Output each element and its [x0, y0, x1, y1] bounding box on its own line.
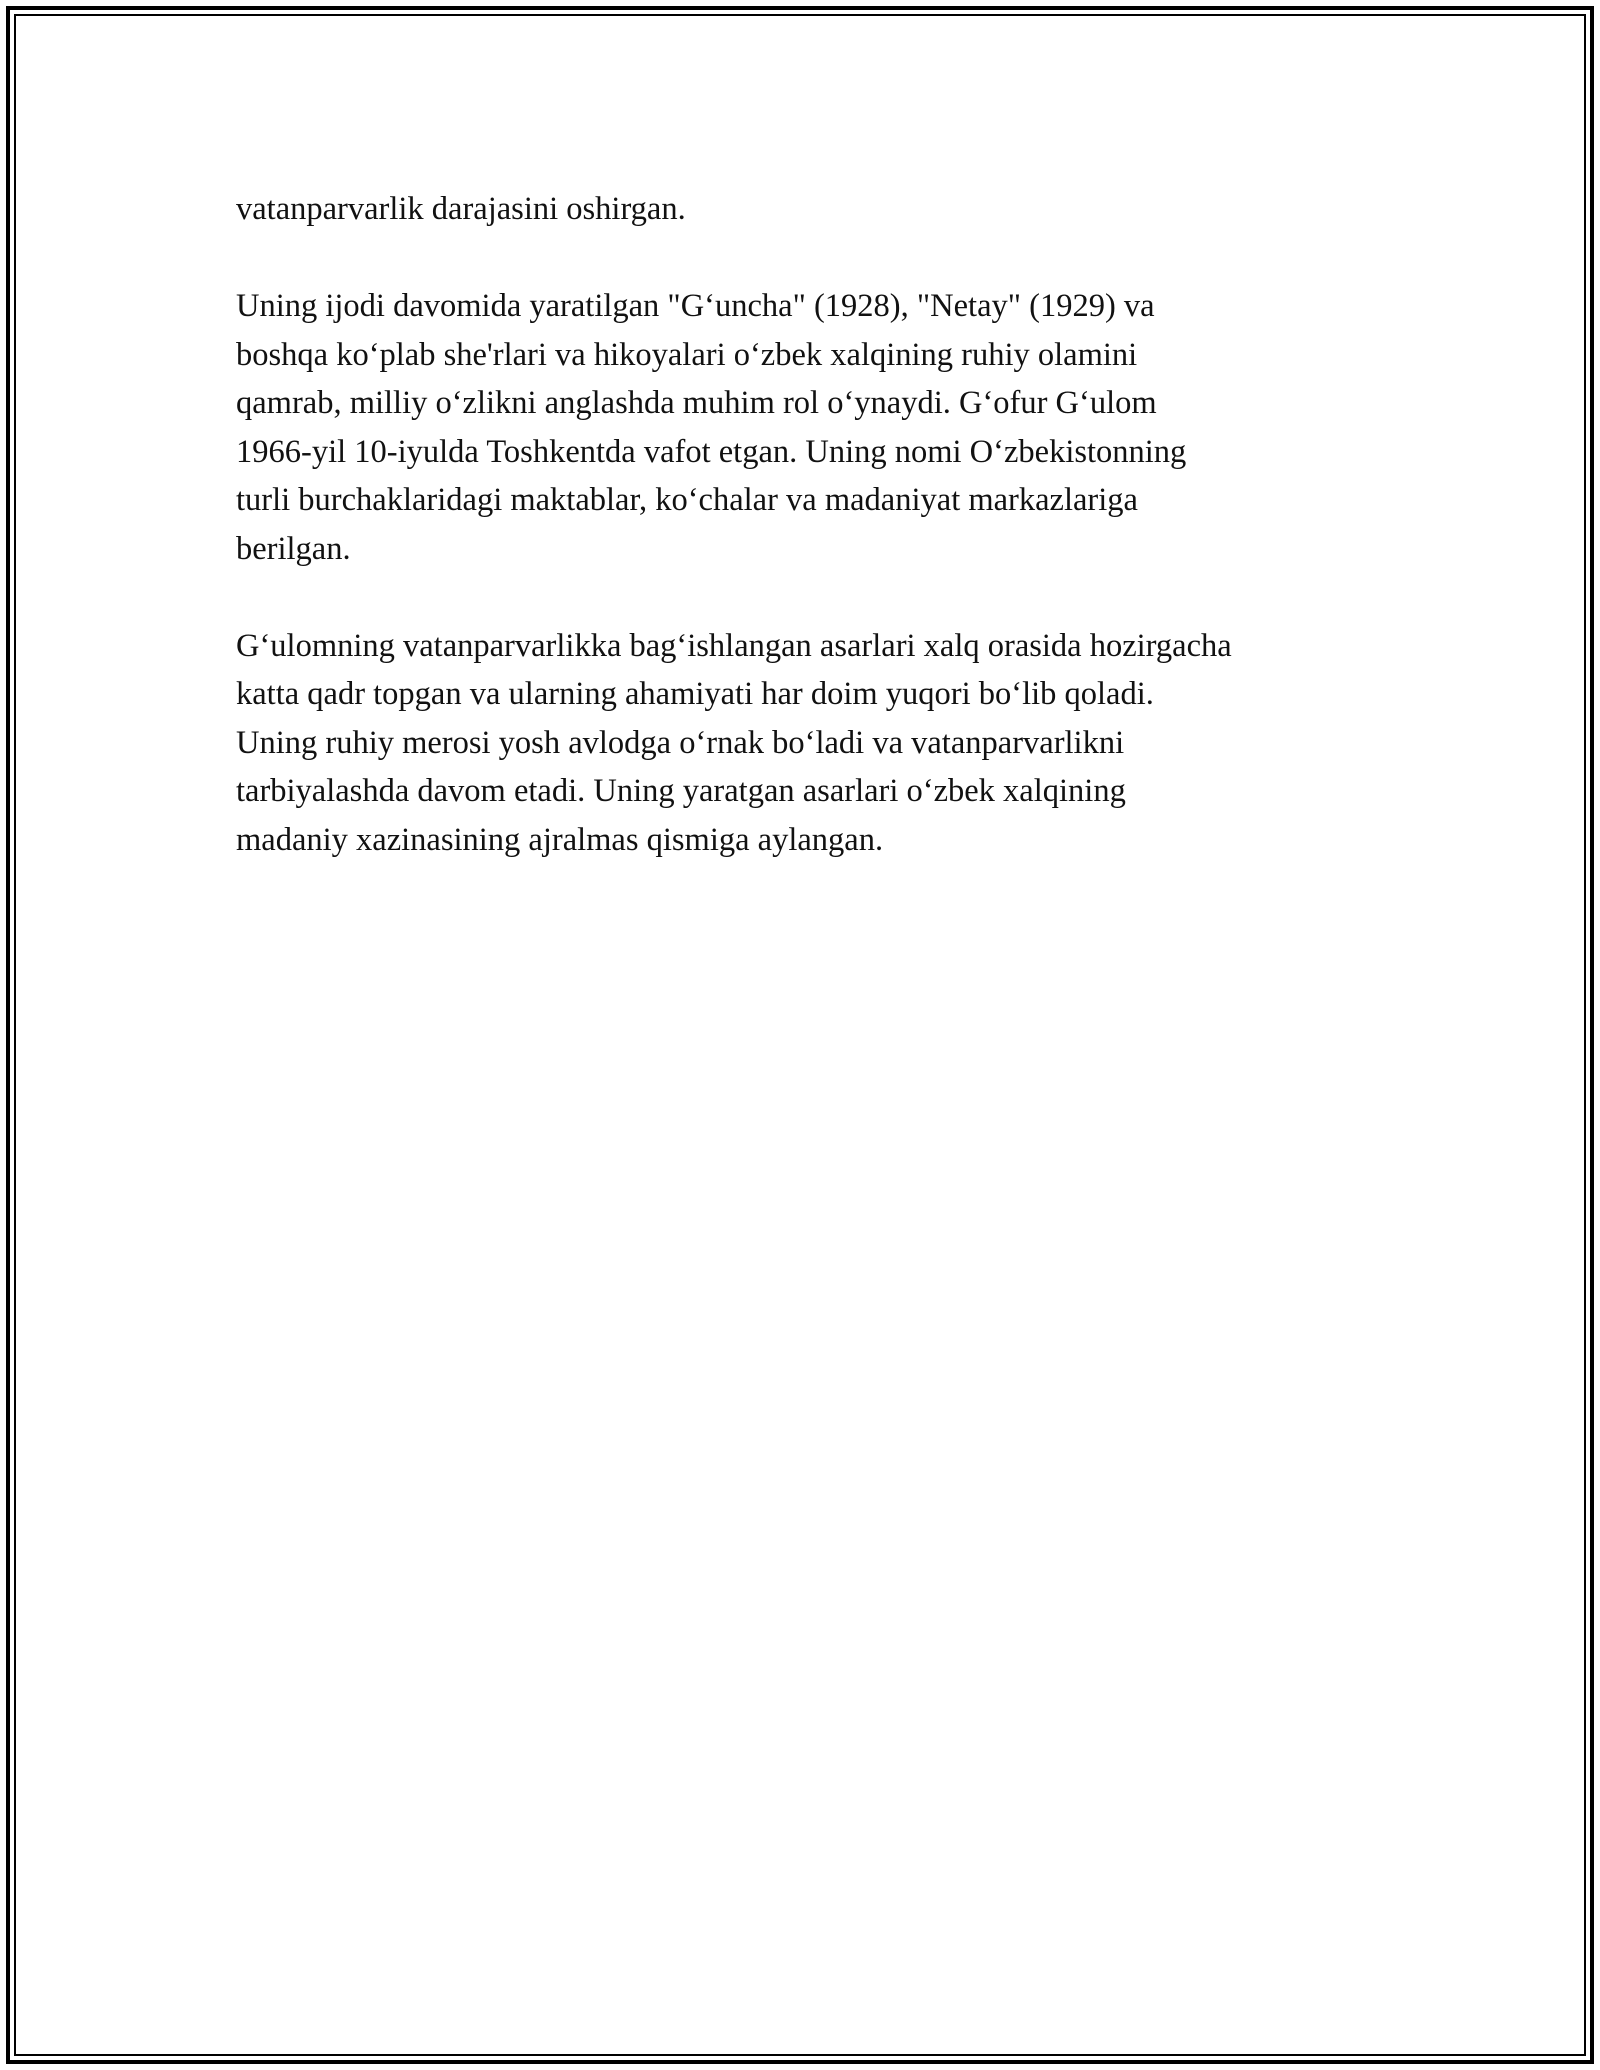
paragraph-continuation: vatanparvarlik darajasini oshirgan. — [236, 191, 686, 227]
paragraph-works-and-legacy: Uning ijodi davomida yaratilgan "G‘uncha" (1928), "Netay" (1929) va boshqa ko‘plab she'rlari va hikoyalari o‘zbek xalqining ruhiy olamini qamrab, milliy o‘zlikni anglashda muhim rol o‘ynaydi. G‘ofur G‘ulom 1966-yil 10-iyulda Toshkentda vafot etgan. Uning nomi O‘zbekistonning turli burchaklaridagi maktablar, ko‘chalar va madaniyat markazlariga berilgan. — [236, 288, 1187, 567]
paragraph-patriotic-heritage: G‘ulomning vatanparvarlikka bag‘ishlangan asarlari xalq orasida hozirgacha katta qadr topgan va ularning ahamiyati har doim yuqori bo‘lib qoladi. Uning ruhiy merosi yosh avlodga o‘rnak bo‘ladi va vatanparvarlikni tarbiyalashda davom etadi. Uning yaratgan asarlari o‘zbek xalqining madaniy xazinasining ajralmas qismiga aylangan. — [236, 627, 1232, 858]
document-body — [236, 185, 1376, 913]
